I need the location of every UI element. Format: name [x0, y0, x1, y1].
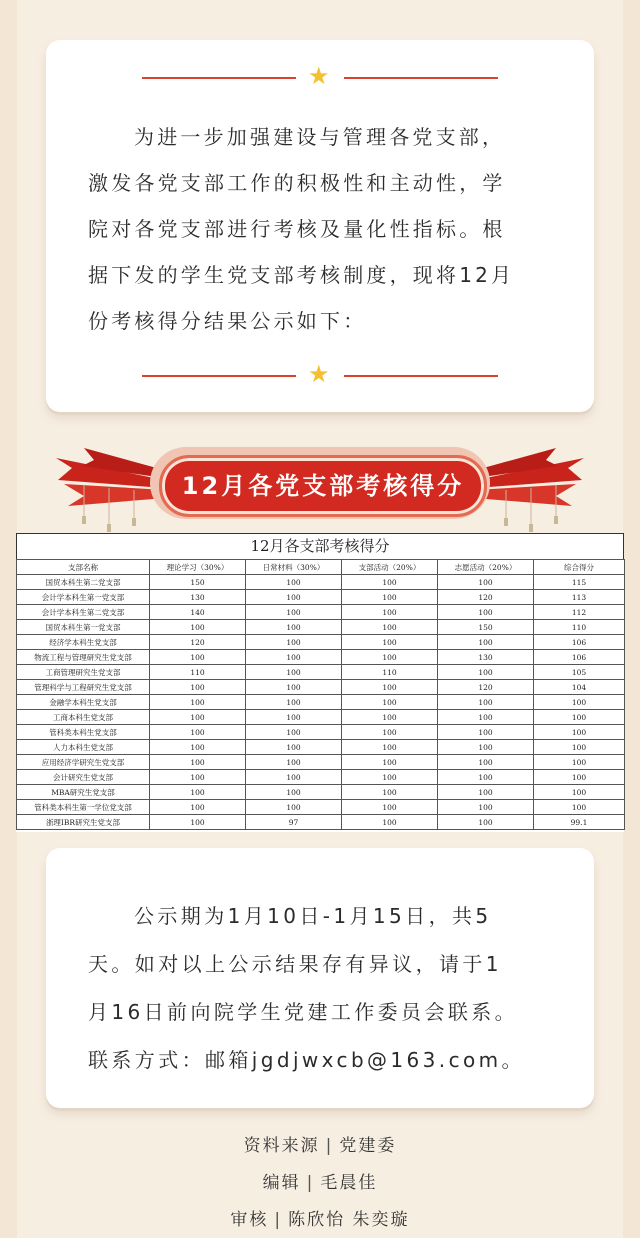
branch-name-cell: 会计学本科生第一党支部 [17, 590, 150, 605]
score-cell: 100 [246, 635, 342, 650]
credit-value: 毛晨佳 [320, 1173, 378, 1193]
table-row [17, 770, 625, 785]
score-cell: 100 [150, 815, 246, 830]
intro-line: 份考核得分结果公示如下： [88, 309, 367, 333]
score-cell: 100 [438, 725, 534, 740]
score-cell: 100 [246, 740, 342, 755]
score-cell: 100 [150, 680, 246, 695]
notice-card [46, 848, 594, 1108]
credit-label: 编辑 [262, 1173, 301, 1193]
credit-source [0, 1131, 640, 1156]
score-cell: 100 [246, 650, 342, 665]
score-cell: 106 [534, 635, 625, 650]
score-cell: 100 [438, 770, 534, 785]
score-cell: 100 [150, 710, 246, 725]
column-header: 支部名称 [17, 560, 150, 575]
score-cell: 110 [342, 665, 438, 680]
score-cell: 100 [150, 755, 246, 770]
score-cell: 100 [246, 665, 342, 680]
score-cell: 100 [342, 590, 438, 605]
score-cell: 100 [438, 755, 534, 770]
left-edge-strip [0, 0, 17, 1238]
separator: | [325, 1136, 334, 1156]
credit-label: 审核 [230, 1210, 269, 1230]
score-cell: 130 [438, 650, 534, 665]
notice-line: 天。如对以上公示结果存有异议，请于1 [88, 952, 502, 976]
score-cell: 100 [150, 740, 246, 755]
score-cell: 100 [438, 605, 534, 620]
table-row [17, 635, 625, 650]
score-cell: 140 [150, 605, 246, 620]
score-cell: 100 [246, 770, 342, 785]
notice-line: 公示期为1月10日-1月15日，共5 [134, 904, 492, 928]
score-cell: 100 [534, 710, 625, 725]
score-cell: 100 [246, 725, 342, 740]
table-row [17, 680, 625, 695]
score-cell: 100 [438, 575, 534, 590]
column-header: 日常材料（30%） [246, 560, 342, 575]
credit-reviewer [0, 1205, 640, 1230]
score-cell: 100 [246, 680, 342, 695]
score-cell: 100 [534, 725, 625, 740]
score-cell: 100 [246, 755, 342, 770]
table-row [17, 785, 625, 800]
score-cell: 100 [438, 665, 534, 680]
intro-line: 为进一步加强建设与管理各党支部， [134, 125, 506, 149]
branch-name-cell: 国贸本科生第一党支部 [17, 620, 150, 635]
score-cell: 100 [438, 785, 534, 800]
table-row [17, 725, 625, 740]
separator: | [274, 1210, 283, 1230]
intro-line: 院对各党支部进行考核及量化性指标。根 [88, 217, 506, 241]
table-row [17, 605, 625, 620]
score-cell: 100 [342, 695, 438, 710]
score-cell: 100 [246, 800, 342, 815]
score-cell: 100 [342, 605, 438, 620]
score-cell: 120 [150, 635, 246, 650]
score-cell: 100 [150, 725, 246, 740]
separator: | [306, 1173, 315, 1193]
score-cell: 100 [534, 695, 625, 710]
score-cell: 113 [534, 590, 625, 605]
branch-name-cell: 会计研究生党支部 [17, 770, 150, 785]
score-cell: 150 [150, 575, 246, 590]
branch-name-cell: 管理科学与工程研究生党支部 [17, 680, 150, 695]
score-cell: 100 [342, 740, 438, 755]
score-cell: 100 [438, 710, 534, 725]
branch-name-cell: 国贸本科生第二党支部 [17, 575, 150, 590]
credit-label: 资料来源 [243, 1136, 320, 1156]
branch-name-cell: 会计学本科生第二党支部 [17, 605, 150, 620]
score-cell: 100 [438, 800, 534, 815]
score-cell: 100 [534, 740, 625, 755]
score-cell: 105 [534, 665, 625, 680]
branch-name-cell: MBA研究生党支部 [17, 785, 150, 800]
column-header: 志愿活动（20%） [438, 560, 534, 575]
score-cell: 120 [438, 590, 534, 605]
divider-line [344, 77, 498, 79]
score-cell: 106 [534, 650, 625, 665]
bottom-divider [142, 360, 498, 388]
branch-name-cell: 经济学本科生党支部 [17, 635, 150, 650]
score-cell: 100 [534, 800, 625, 815]
table-row [17, 740, 625, 755]
credit-value: 陈欣怡 朱奕璇 [288, 1210, 410, 1230]
divider-line [142, 77, 296, 79]
table-row [17, 620, 625, 635]
credit-editor [0, 1168, 640, 1193]
table-row [17, 650, 625, 665]
score-cell: 104 [534, 680, 625, 695]
score-cell: 100 [246, 620, 342, 635]
branch-name-cell: 人力本科生党支部 [17, 740, 150, 755]
notice-line: 联系方式：邮箱jgdjwxcb@163.com。 [88, 1048, 525, 1072]
table-row [17, 575, 625, 590]
score-cell: 100 [342, 710, 438, 725]
score-cell: 100 [342, 620, 438, 635]
intro-line: 据下发的学生党支部考核制度，现将12月 [88, 263, 515, 287]
score-cell: 100 [150, 695, 246, 710]
score-cell: 112 [534, 605, 625, 620]
table-row [17, 665, 625, 680]
score-table-image [16, 533, 624, 832]
table-row [17, 590, 625, 605]
score-cell: 100 [342, 785, 438, 800]
intro-card [46, 40, 594, 412]
star-icon: ★ [308, 360, 330, 388]
banner-title: 12月各党支部考核得分 [159, 455, 487, 517]
score-cell: 100 [246, 590, 342, 605]
score-cell: 110 [150, 665, 246, 680]
table-header-row [17, 560, 625, 575]
column-header: 理论学习（30%） [150, 560, 246, 575]
score-cell: 100 [534, 770, 625, 785]
notice-paragraph [88, 892, 558, 1084]
branch-name-cell: 管科类本科生第一学位党支部 [17, 800, 150, 815]
table-row [17, 800, 625, 815]
right-edge-strip [623, 0, 640, 1238]
star-icon: ★ [308, 62, 330, 90]
table-row [17, 815, 625, 830]
branch-name-cell: 物流工程与管理研究生党支部 [17, 650, 150, 665]
divider-line [142, 375, 296, 377]
table-body [17, 575, 625, 830]
score-cell: 100 [150, 800, 246, 815]
branch-name-cell: 浙理IBR研究生党支部 [17, 815, 150, 830]
intro-line: 激发各党支部工作的积极性和主动性，学 [88, 171, 506, 195]
score-cell: 100 [150, 770, 246, 785]
score-cell: 150 [438, 620, 534, 635]
notice-line: 月16日前向院学生党建工作委员会联系。 [88, 1000, 519, 1024]
score-cell: 100 [342, 815, 438, 830]
score-cell: 100 [438, 740, 534, 755]
score-cell: 100 [150, 620, 246, 635]
score-cell: 97 [246, 815, 342, 830]
score-cell: 100 [150, 650, 246, 665]
intro-paragraph [88, 114, 558, 344]
score-cell: 100 [342, 635, 438, 650]
table-row [17, 755, 625, 770]
score-cell: 120 [438, 680, 534, 695]
score-cell: 100 [534, 785, 625, 800]
score-cell: 100 [534, 755, 625, 770]
score-cell: 100 [438, 695, 534, 710]
score-cell: 100 [246, 605, 342, 620]
score-cell: 100 [246, 575, 342, 590]
score-cell: 100 [150, 785, 246, 800]
branch-name-cell: 金融学本科生党支部 [17, 695, 150, 710]
score-cell: 100 [438, 815, 534, 830]
table-row [17, 710, 625, 725]
score-cell: 100 [438, 635, 534, 650]
score-cell: 130 [150, 590, 246, 605]
score-cell: 100 [342, 800, 438, 815]
score-cell: 100 [342, 575, 438, 590]
score-table [16, 559, 625, 830]
score-cell: 110 [534, 620, 625, 635]
branch-name-cell: 应用经济学研究生党支部 [17, 755, 150, 770]
branch-name-cell: 工商本科生党支部 [17, 710, 150, 725]
score-cell: 115 [534, 575, 625, 590]
score-cell: 100 [342, 725, 438, 740]
score-cell: 100 [246, 710, 342, 725]
divider-line [344, 375, 498, 377]
score-cell: 100 [342, 755, 438, 770]
column-header: 综合得分 [534, 560, 625, 575]
score-cell: 100 [342, 680, 438, 695]
credit-value: 党建委 [339, 1136, 397, 1156]
section-banner [54, 440, 586, 532]
column-header: 支部活动（20%） [342, 560, 438, 575]
top-divider [142, 62, 498, 90]
score-cell: 100 [246, 785, 342, 800]
branch-name-cell: 工商管理研究生党支部 [17, 665, 150, 680]
score-cell: 100 [342, 650, 438, 665]
branch-name-cell: 管科类本科生党支部 [17, 725, 150, 740]
table-row [17, 695, 625, 710]
score-cell: 99.1 [534, 815, 625, 830]
score-cell: 100 [342, 770, 438, 785]
table-title: 12月各支部考核得分 [16, 533, 624, 559]
score-cell: 100 [246, 695, 342, 710]
